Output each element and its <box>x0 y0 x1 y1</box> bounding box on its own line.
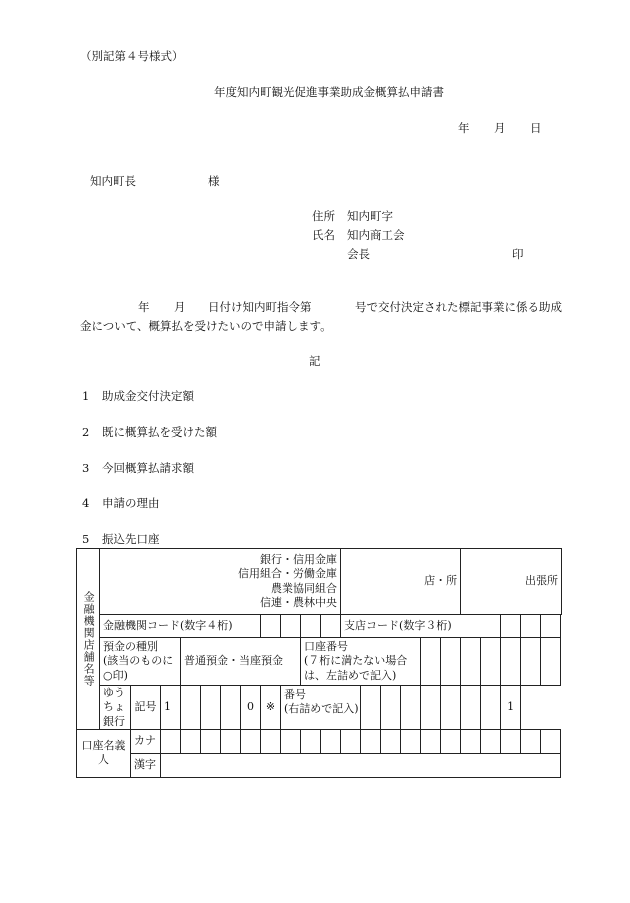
bango-note: (右詰めで記入) <box>284 702 359 716</box>
kana-char-cell[interactable] <box>241 729 261 753</box>
kana-char-cell[interactable] <box>161 729 181 753</box>
account-number-label: 口座番号 <box>304 640 348 653</box>
branch-code-digit-cell[interactable] <box>541 615 561 638</box>
bank-type-option: 信用組合・労働金庫 <box>238 567 338 581</box>
addressee-honorific: 様 <box>208 174 220 188</box>
item-label: 助成金交付決定額 <box>102 389 194 403</box>
bank-type-option: 銀行・信用金庫 <box>260 552 338 566</box>
kanji-name-field[interactable] <box>161 753 561 777</box>
item-label: 申請の理由 <box>102 496 160 510</box>
item-label: 今回概算払請求額 <box>102 461 194 475</box>
branch-label: 店・所 <box>341 549 461 615</box>
yucho-label-2: 銀行 <box>103 714 125 728</box>
kana-char-cell[interactable] <box>181 729 201 753</box>
name-value: 知内商工会 <box>347 228 405 242</box>
kana-char-cell[interactable] <box>321 729 341 753</box>
bango-digit-cell[interactable]: 1 <box>501 686 521 730</box>
account-holder-label: 口座名義人 <box>77 729 131 777</box>
kana-char-cell[interactable] <box>341 729 361 753</box>
deposit-type-note-2: ○印) <box>103 668 128 682</box>
account-digit-cell[interactable] <box>501 638 521 686</box>
bango-label-cell <box>281 686 361 730</box>
kigo-digit-cell[interactable] <box>201 686 221 730</box>
kanji-label: 漢字 <box>131 753 161 777</box>
body-line1-b: 号で交付決定された標記事業に係る助成 <box>355 300 562 314</box>
address-value: 知内町字 <box>347 209 393 223</box>
bango-label: 番号 <box>284 688 306 701</box>
item-label: 振込先口座 <box>102 532 160 546</box>
kana-label: カナ <box>131 729 161 753</box>
kana-char-cell[interactable] <box>361 729 381 753</box>
kana-char-cell[interactable] <box>501 729 521 753</box>
bango-digit-cell[interactable] <box>461 686 481 730</box>
bank-code-digit-cell[interactable] <box>281 615 301 638</box>
applicant-title: 会長 <box>347 247 370 261</box>
kigo-digit-cell[interactable]: 1 <box>161 686 181 730</box>
bango-digit-cell[interactable] <box>401 686 421 730</box>
deposit-type-label: 預金の種別 <box>103 640 158 653</box>
bank-code-digit-cell[interactable] <box>321 615 341 638</box>
item-number: 3 <box>82 461 90 475</box>
account-number-note: (７桁に満たない場合 <box>304 654 408 668</box>
body-year-label: 年 <box>138 300 150 314</box>
account-digit-cell[interactable] <box>461 638 481 686</box>
yucho-label-cell <box>100 686 131 730</box>
sub-branch-label: 出張所 <box>461 549 562 615</box>
body-month-label: 月 <box>174 300 186 314</box>
account-digit-cell[interactable] <box>441 638 461 686</box>
kigo-digit-cell[interactable] <box>181 686 201 730</box>
branch-code-label: 支店コード(数字３桁) <box>341 615 501 638</box>
bank-type-list <box>100 549 341 615</box>
account-digit-cell[interactable] <box>541 638 561 686</box>
item-number: 2 <box>82 425 90 439</box>
kigo-label: 記号 <box>131 686 161 730</box>
kana-char-cell[interactable] <box>381 729 401 753</box>
bango-digit-cell[interactable] <box>441 686 461 730</box>
account-digit-cell[interactable] <box>521 638 541 686</box>
kana-char-cell[interactable] <box>261 729 281 753</box>
account-number-label-cell <box>301 638 421 686</box>
date-month-label: 月 <box>494 121 506 135</box>
bango-digit-cell[interactable] <box>421 686 441 730</box>
body-line1-a: 日付け知内町指令第 <box>208 300 312 314</box>
ki-heading: 記 <box>309 354 321 368</box>
kana-char-cell[interactable] <box>301 729 321 753</box>
kana-char-cell[interactable] <box>421 729 441 753</box>
bango-digit-cell[interactable] <box>361 686 381 730</box>
deposit-options[interactable]: 普通預金・当座預金 <box>181 638 301 686</box>
item-number: 1 <box>82 389 90 403</box>
addressee-name: 知内町長 <box>90 174 136 188</box>
bank-code-digit-cell[interactable] <box>301 615 321 638</box>
body-line2: 金について、概算払を受けたいので申請します。 <box>80 319 332 333</box>
kana-char-cell[interactable] <box>221 729 241 753</box>
name-label: 氏名 <box>312 228 335 242</box>
date-year-label: 年 <box>458 121 470 135</box>
item-label: 既に概算払を受けた額 <box>102 425 217 439</box>
bank-account-table <box>76 548 562 778</box>
form-label: （別記第４号様式） <box>80 49 184 63</box>
item-number: 4 <box>82 496 90 510</box>
bank-type-option: 農業協同組合 <box>271 581 338 595</box>
bank-info-side-label: 金融機関店舗名等 <box>77 549 100 730</box>
bank-code-label: 金融機関コード(数字４桁) <box>100 615 261 638</box>
item-number: 5 <box>82 532 90 546</box>
kana-char-cell[interactable] <box>541 729 561 753</box>
kana-char-cell[interactable] <box>441 729 461 753</box>
kana-char-cell[interactable] <box>281 729 301 753</box>
kigo-asterisk-mark: ※ <box>261 686 281 730</box>
account-digit-cell[interactable] <box>481 638 501 686</box>
kana-char-cell[interactable] <box>401 729 421 753</box>
bango-digit-cell[interactable] <box>381 686 401 730</box>
address-label: 住所 <box>312 209 335 223</box>
kana-char-cell[interactable] <box>201 729 221 753</box>
yucho-label: ゆうちょ <box>103 686 125 714</box>
kana-char-cell[interactable] <box>521 729 541 753</box>
kana-char-cell[interactable] <box>481 729 501 753</box>
account-digit-cell[interactable] <box>421 638 441 686</box>
bank-code-digit-cell[interactable] <box>261 615 281 638</box>
kana-char-cell[interactable] <box>461 729 481 753</box>
page-title: 年度知内町観光促進事業助成金概算払申請書 <box>214 85 444 99</box>
kigo-digit-cell[interactable]: 0 <box>241 686 261 730</box>
deposit-type-label-cell <box>100 638 181 686</box>
seal-mark: 印 <box>512 247 524 261</box>
bank-type-option: 信連・農林中央 <box>260 595 338 609</box>
branch-code-digit-cell[interactable] <box>521 615 541 638</box>
bango-digit-cell[interactable] <box>481 686 501 730</box>
branch-code-digit-cell[interactable] <box>501 615 521 638</box>
kigo-digit-cell[interactable] <box>221 686 241 730</box>
deposit-type-note: (該当のものに <box>103 654 174 668</box>
account-number-note-2: は、左詰めで記入) <box>304 668 397 682</box>
date-day-label: 日 <box>530 121 542 135</box>
